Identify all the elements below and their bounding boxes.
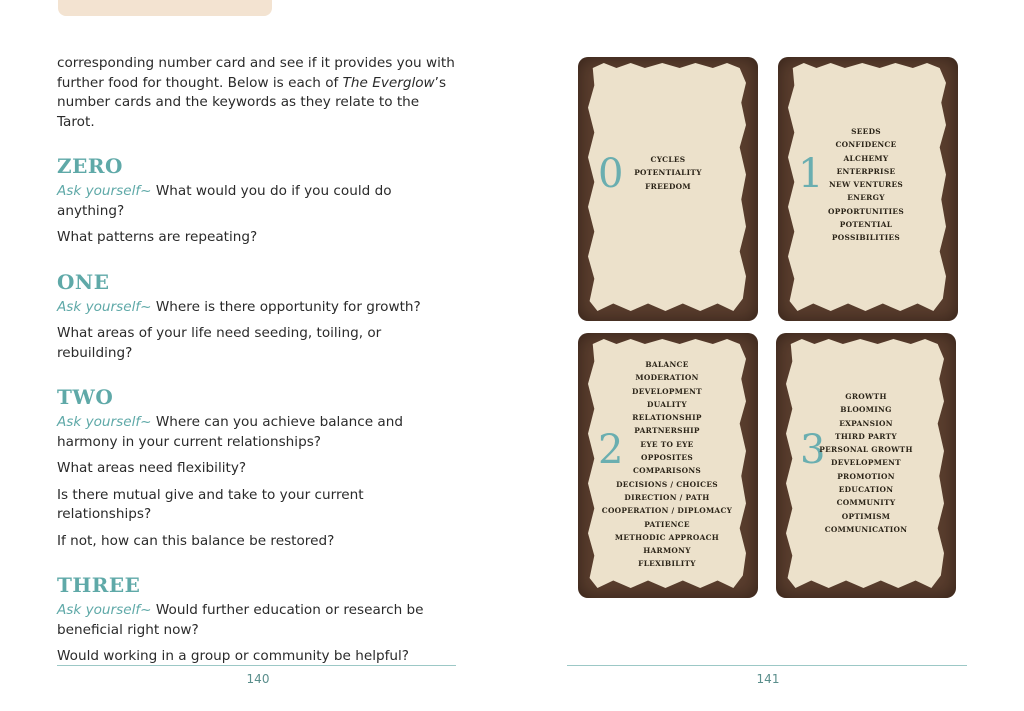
- card-keywords: [791, 125, 941, 245]
- keyword: PARTNERSHIP: [634, 426, 700, 436]
- keyword: DEVELOPMENT: [632, 386, 702, 396]
- question-text: Would further education or research be beneficial right now?: [57, 602, 424, 638]
- question-line: [57, 413, 457, 452]
- section-two: [57, 385, 457, 551]
- card-keywords: [593, 151, 743, 197]
- question-line: [57, 298, 457, 318]
- section-heading: THREE: [57, 573, 141, 597]
- keyword: ENTERPRISE: [836, 166, 896, 176]
- card-keywords: [592, 358, 742, 571]
- keyword: COMPARISONS: [632, 466, 702, 476]
- keyword: OPPORTUNITIES: [828, 206, 904, 216]
- question-line: What areas of your life need seeding, toiling, or rebuilding?: [57, 325, 382, 361]
- keyword: PATIENCE: [644, 519, 690, 529]
- header-tab: [58, 0, 272, 16]
- keyword: POTENTIALITY: [634, 168, 702, 178]
- footer-rule-right: [567, 665, 967, 666]
- keyword: HARMONY: [643, 546, 691, 556]
- keyword: COMMUNICATION: [824, 524, 908, 534]
- card-numeral: 0: [598, 151, 624, 197]
- keyword: DIRECTION / PATH: [624, 492, 710, 502]
- left-page-text: [57, 54, 457, 674]
- question-line: If not, how can this balance be restored?: [57, 532, 335, 549]
- number-card-3: [776, 333, 956, 598]
- ask-yourself-label: Ask yourself~: [57, 183, 152, 199]
- keyword: THIRD PARTY: [835, 431, 897, 441]
- keyword: CYCLES: [650, 155, 686, 164]
- keyword: BLOOMING: [840, 405, 892, 415]
- number-card-1: [778, 57, 958, 321]
- section-heading: ONE: [57, 269, 110, 294]
- keyword: POSSIBILITIES: [831, 233, 901, 243]
- page-number-right: 141: [756, 672, 780, 686]
- keyword: POTENTIAL: [839, 220, 893, 230]
- section-three: [57, 573, 457, 667]
- card-numeral: 1: [798, 151, 824, 197]
- question-line: Would working in a group or community be helpful?: [57, 648, 410, 664]
- keyword: DEVELOPMENT: [831, 458, 901, 468]
- question-text: Where can you achieve balance and harmony in your current relationships?: [57, 414, 404, 450]
- card-numeral: 3: [800, 427, 826, 473]
- card-numeral: 2: [598, 427, 624, 473]
- question-text: What would you do if you could do anything?: [57, 183, 392, 219]
- keyword: CONFIDENCE: [835, 140, 897, 150]
- keyword: ALCHEMY: [843, 153, 889, 163]
- number-card-0: [578, 57, 758, 321]
- keyword: EYE TO EYE: [640, 439, 694, 449]
- section-zero: [57, 154, 457, 248]
- keyword: DECISIONS / CHOICES: [616, 479, 718, 489]
- keyword: EDUCATION: [838, 485, 894, 495]
- question-line: What patterns are repeating?: [57, 229, 258, 245]
- keyword: OPPOSITES: [641, 453, 693, 463]
- question-line: [57, 182, 457, 221]
- intro-text-after: ’s number cards and the keywords as they relate to the Tarot.: [57, 74, 447, 130]
- book-title: The Everglow: [342, 74, 435, 91]
- page-number-left: 140: [246, 672, 270, 686]
- footer-rule-left: [57, 665, 456, 666]
- card-keywords: [791, 390, 941, 536]
- keyword: ENERGY: [847, 193, 885, 203]
- keyword: SEEDS: [851, 127, 881, 136]
- keyword: FLEXIBILITY: [638, 559, 696, 569]
- keyword: COMMUNITY: [836, 498, 896, 508]
- intro-text-before: corresponding number card and see if it provides you with further food for thought. Below is each of: [57, 55, 455, 91]
- keyword: RELATIONSHIP: [632, 413, 702, 423]
- keyword: GROWTH: [845, 392, 887, 401]
- ask-yourself-label: Ask yourself~: [57, 414, 152, 430]
- section-heading: TWO: [57, 385, 114, 409]
- section-heading: ZERO: [57, 154, 123, 178]
- number-card-2: [578, 333, 758, 598]
- ask-yourself-label: Ask yourself~: [57, 602, 152, 618]
- keyword: DUALITY: [647, 399, 687, 409]
- keyword: BALANCE: [645, 360, 689, 369]
- section-one: [57, 270, 457, 364]
- keyword: METHODIC APPROACH: [614, 532, 720, 542]
- keyword: OPTIMISM: [841, 511, 891, 521]
- intro-paragraph: [57, 54, 457, 132]
- keyword: MODERATION: [635, 373, 699, 383]
- question-line: What areas need flexibility?: [57, 460, 247, 476]
- question-text: Where is there opportunity for growth?: [151, 298, 421, 315]
- keyword: PROMOTION: [837, 471, 895, 481]
- keyword: FREEDOM: [645, 181, 691, 191]
- keyword: PERSONAL GROWTH: [819, 445, 913, 455]
- ask-yourself-label: Ask yourself~: [57, 298, 152, 315]
- question-line: [57, 601, 457, 640]
- keyword: EXPANSION: [839, 418, 893, 428]
- question-line: Is there mutual give and take to your current relationships?: [57, 486, 364, 522]
- keyword: NEW VENTURES: [828, 180, 904, 190]
- keyword: COOPERATION / DIPLOMACY: [601, 506, 733, 516]
